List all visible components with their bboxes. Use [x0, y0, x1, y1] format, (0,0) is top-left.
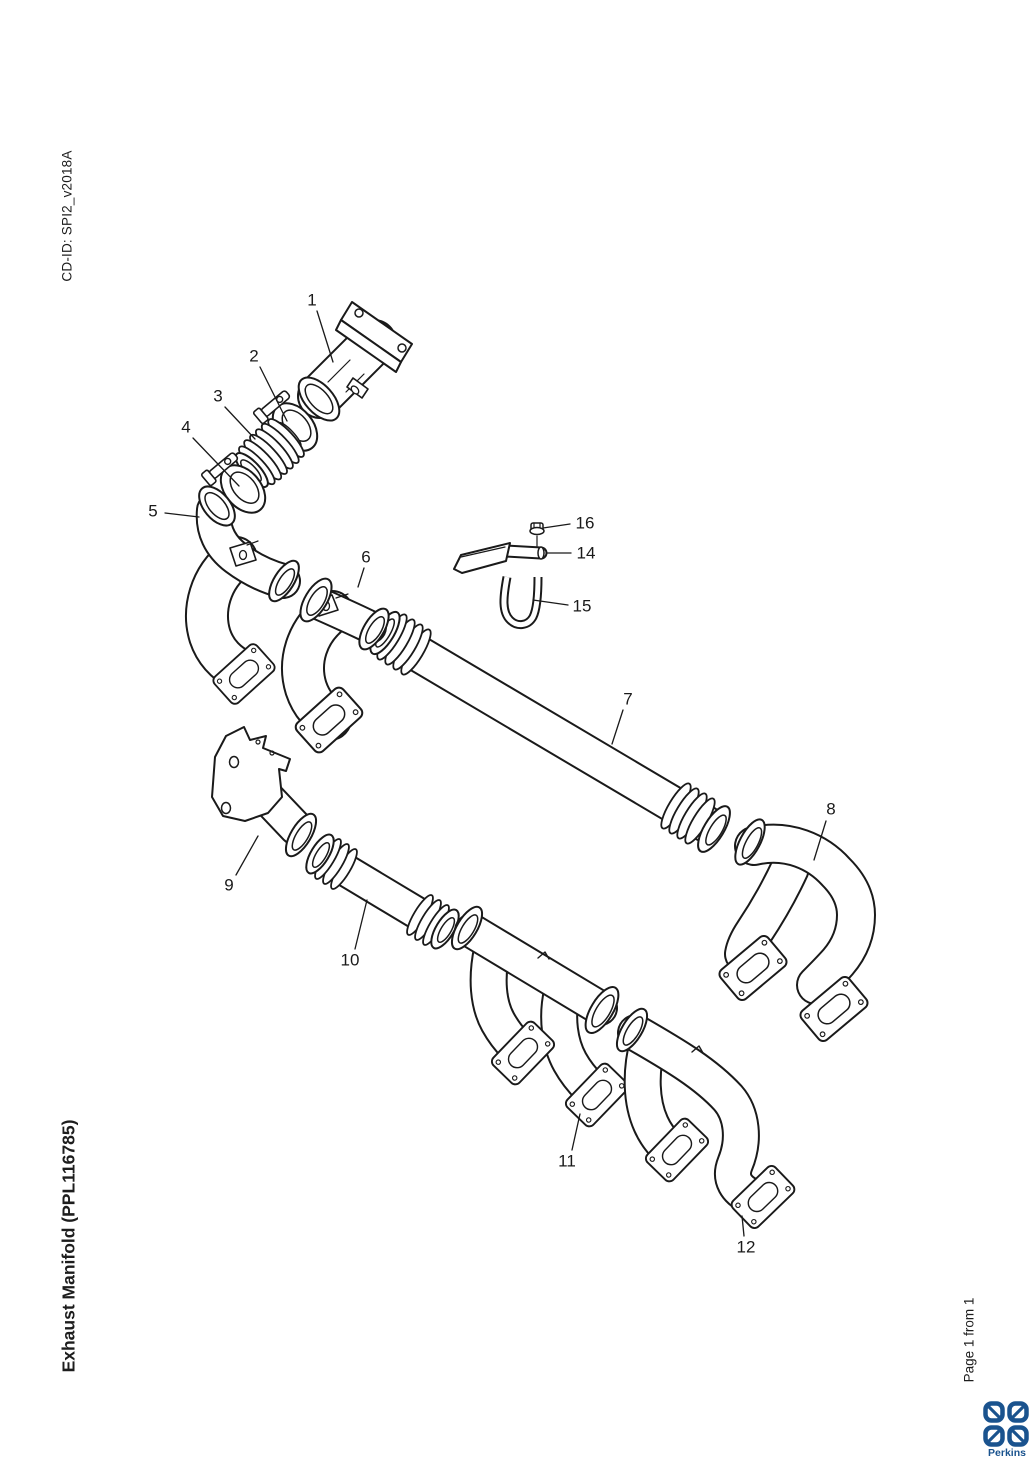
- svg-text:15: 15: [572, 596, 592, 616]
- part-15-u-bolt: [504, 577, 538, 625]
- part-8-manifold-end-section: [717, 815, 870, 1043]
- callout-5: [148, 502, 199, 521]
- document-title: Exhaust Manifold (PPL116785): [58, 1119, 79, 1373]
- callout-1: [307, 291, 333, 363]
- svg-text:8: 8: [826, 799, 836, 819]
- svg-text:1: 1: [307, 290, 317, 310]
- svg-text:4: 4: [181, 417, 191, 437]
- part-7-connecting-tube: [365, 608, 736, 857]
- svg-text:12: 12: [736, 1237, 756, 1257]
- svg-text:14: 14: [576, 543, 596, 563]
- callout-11: [558, 1114, 580, 1171]
- callout-16: [543, 514, 594, 533]
- svg-text:2: 2: [249, 346, 259, 366]
- callout-9: [224, 836, 258, 895]
- callout-15: [533, 597, 591, 616]
- callout-3: [213, 387, 255, 440]
- svg-text:6: 6: [361, 547, 371, 567]
- svg-text:7: 7: [623, 689, 633, 709]
- part-9-elbow-bracket: [212, 727, 322, 861]
- part-14-bracket-rod: [454, 543, 544, 573]
- brand-wordmark: Perkins: [988, 1447, 1026, 1459]
- part-11-manifold-section: [446, 902, 630, 1128]
- part-16-nut: [530, 523, 544, 546]
- callout-6: [358, 548, 371, 588]
- svg-text:5: 5: [148, 501, 158, 521]
- cd-id-label: CD-ID: SPI2_v2018A: [59, 150, 75, 282]
- callout-10: [341, 900, 367, 970]
- svg-text:10: 10: [340, 950, 360, 970]
- page-number-label: Page 1 from 1: [961, 1297, 977, 1383]
- callout-7: [612, 690, 633, 745]
- perkins-logo: [983, 1401, 1031, 1459]
- part-12-manifold-section: [611, 1004, 797, 1230]
- part-6-elbow-section: [293, 574, 394, 755]
- svg-text:9: 9: [224, 875, 234, 895]
- callout-14: [546, 544, 595, 563]
- svg-text:11: 11: [558, 1151, 576, 1171]
- svg-text:3: 3: [213, 386, 223, 406]
- part-10-connecting-tube: [301, 831, 464, 953]
- svg-text:16: 16: [575, 513, 595, 533]
- part-1-outlet-pipe: [291, 302, 412, 428]
